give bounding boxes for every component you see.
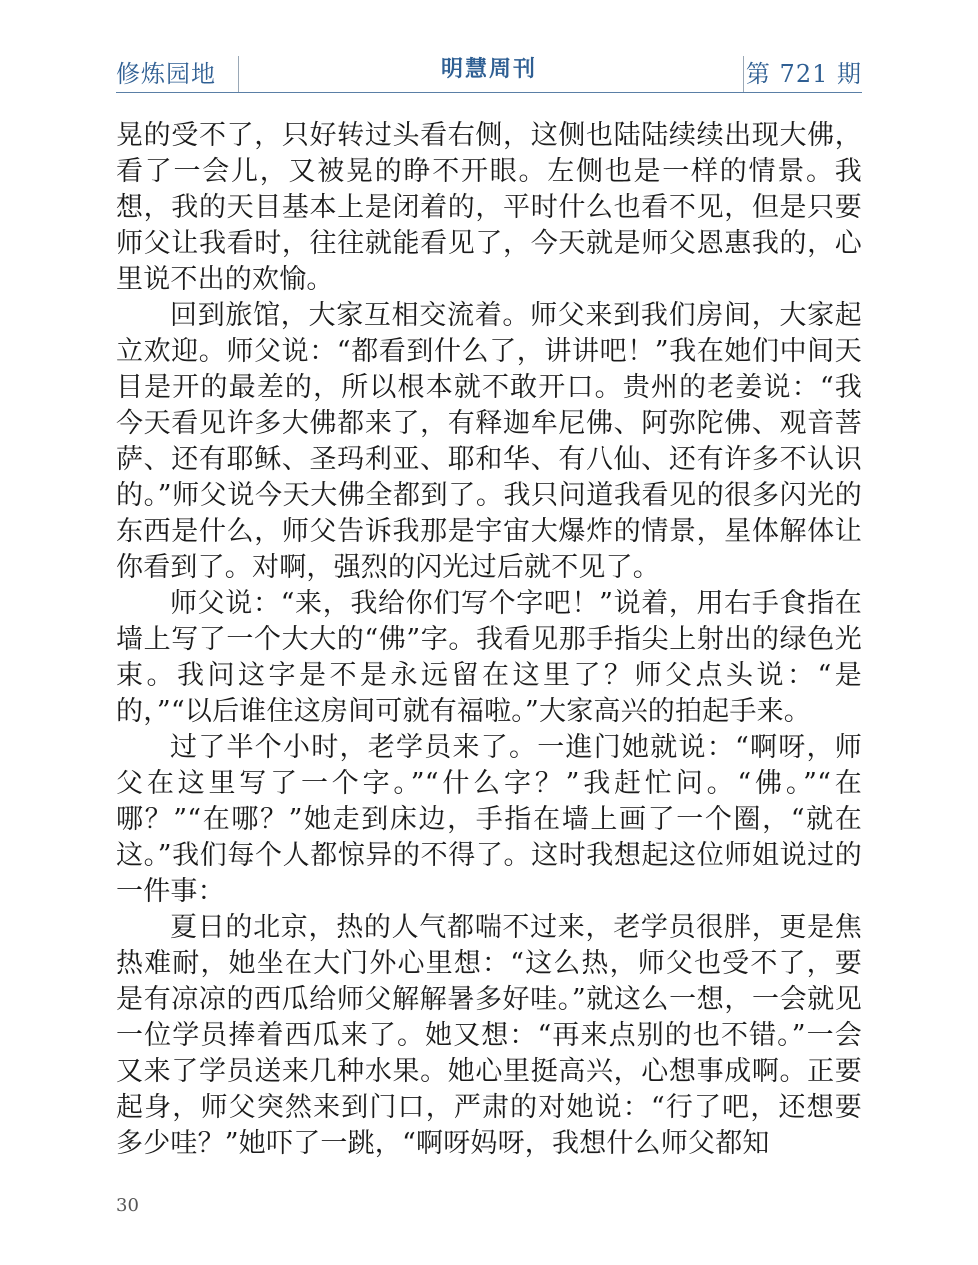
- section-title: 修炼园地: [116, 60, 216, 88]
- paragraph: 师父说：“来，我给你们写个字吧！”说着，用右手食指在墙上写了一个大大的“佛”字。我看见那手指尖上射出的绿色光束。我问这字是不是永远留在这里了？师父点头说：“是的，”“以后谁住这房间可就有福啦。”大家高兴的拍起手来。: [116, 588, 862, 727]
- header-divider-right: [743, 56, 744, 92]
- publication-title: 明慧周刊: [440, 56, 537, 82]
- paragraph: 过了半个小时，老学员来了。一進门她就说：“啊呀，师父在这里写了一个字。”“什么字？”我赶忙问。“佛。”“在哪？”“在哪？”她走到床边，手指在墙上画了一个圈，“就在这。”我们每个人都惊异的不得了。这时我想起这位师姐说过的一件事：: [116, 732, 862, 907]
- paragraph: 晃的受不了，只好转过头看右侧，这侧也陆陆续续出现大佛，看了一会儿，又被晃的睁不开眼。左侧也是一样的情景。我想，我的天目基本上是闭着的，平时什么也看不见，但是只要师父让我看时，往往就能看见了，今天就是师父恩惠我的，心里说不出的欢愉。: [116, 120, 862, 295]
- paragraph: 回到旅馆，大家互相交流着。师父来到我们房间，大家起立欢迎。师父说：“都看到什么了，讲讲吧！”我在她们中间天目是开的最差的，所以根本就不敢开口。贵州的老姜说：“我今天看见许多大佛都来了，有释迦牟尼佛、阿弥陀佛、观音菩萨、还有耶稣、圣玛利亚、耶和华、有八仙、还有许多不认识的。”师父说今天大佛全都到了。我只问道我看见的很多闪光的东西是什么，师父告诉我那是宇宙大爆炸的情景，星体解体让你看到了。对啊，强烈的闪光过后就不见了。: [116, 300, 862, 583]
- page-header: [116, 48, 862, 93]
- paragraph: 夏日的北京，热的人气都喘不过来，老学员很胖，更是焦热难耐，她坐在大门外心里想：“这么热，师父也受不了，要是有凉凉的西瓜给师父解解暑多好哇。”就这么一想，一会就见一位学员捧着西瓜来了。她又想：“再来点别的也不错。”一会又来了学员送来几种水果。她心里挺高兴，心想事成啊。正要起身，师父突然来到门口，严肃的对她说：“行了吧，还想要多少哇？”她吓了一跳，“啊呀妈呀，我想什么师父都知: [116, 912, 862, 1159]
- page-number: 30: [116, 1195, 139, 1216]
- issue-number: 第 721 期: [745, 60, 862, 88]
- article-body: [116, 118, 862, 1162]
